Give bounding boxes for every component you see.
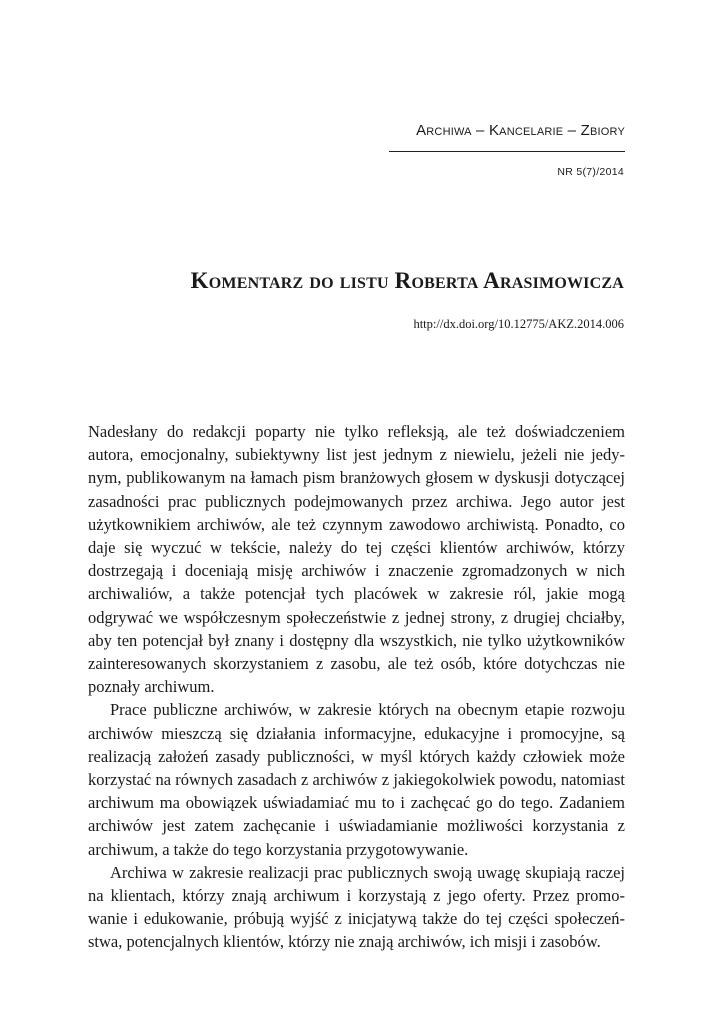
- article-body: [88, 420, 625, 954]
- article-title: Komentarz do listu Roberta Arasimowicza: [190, 268, 624, 293]
- header-divider: [389, 151, 625, 152]
- paragraph: Nadesłany do redakcji poparty nie tylko refleksją, ale też doświadczeniem autora, emocjonalny, subiektywny list jest jednym z niewielu, jeżeli nie jedynym, publikowanym na łamach pism branżowych głosem w dyskusji dotyczącej zasadności prac publicznych podejmowanych przez archiwa. Jego autor jest użytkownikiem archiwów, ale też czynnym zawodowo archiwistą. Ponadto, co daje się wyczuć w tekście, należy do tej części klientów archiwów, którzy dostrzegają i doceniają misję archiwów i znaczenie zgromadzonych w nich archiwaliów, a także potencjał tych placówek w zakresie ról, jakie mogą odgrywać we współczesnym społeczeństwie z jednej strony, z drugiej chciałby, aby ten potencjał był znany i dostępny dla wszystkich, nie tylko użytkowników zainteresowanych skorzystaniem z zasobu, ale też osób, które dotychczas nie poznały archiwum.: [88, 422, 625, 697]
- journal-title: Archiwa – Kancelarie – Zbiory: [416, 122, 625, 139]
- doi-link[interactable]: http://dx.doi.org/10.12775/AKZ.2014.006: [413, 317, 624, 331]
- paragraph: Archiwa w zakresie realizacji prac publicznych swoją uwagę skupiają raczej na klientach, którzy znają archiwum i korzystają z jego oferty. Przez promowanie i edukowanie, próbują wyjść z inicjatywą także do tej części społeczeństwa, potencjalnych klientów, którzy nie znają archiwów, ich misji i zasobów.: [88, 862, 625, 952]
- issue-number: NR 5(7)/2014: [557, 166, 624, 178]
- paragraph: Prace publiczne archiwów, w zakresie których na obecnym etapie rozwoju archiwów mieszczą się działania informacyjne, edukacyjne i promocyjne, są realizacją założeń zasady publiczności, w myśl których każdy człowiek może korzystać na równych zasadach z archiwów z jakiegokolwiek powodu, natomiast archiwum ma obowiązek uświadamiać mu to i zachęcać go do tego. Zadaniem archiwów jest zatem zachęcanie i uświadamianie możliwości korzystania z archiwum, a także do tego korzystania przygotowywanie.: [88, 700, 625, 859]
